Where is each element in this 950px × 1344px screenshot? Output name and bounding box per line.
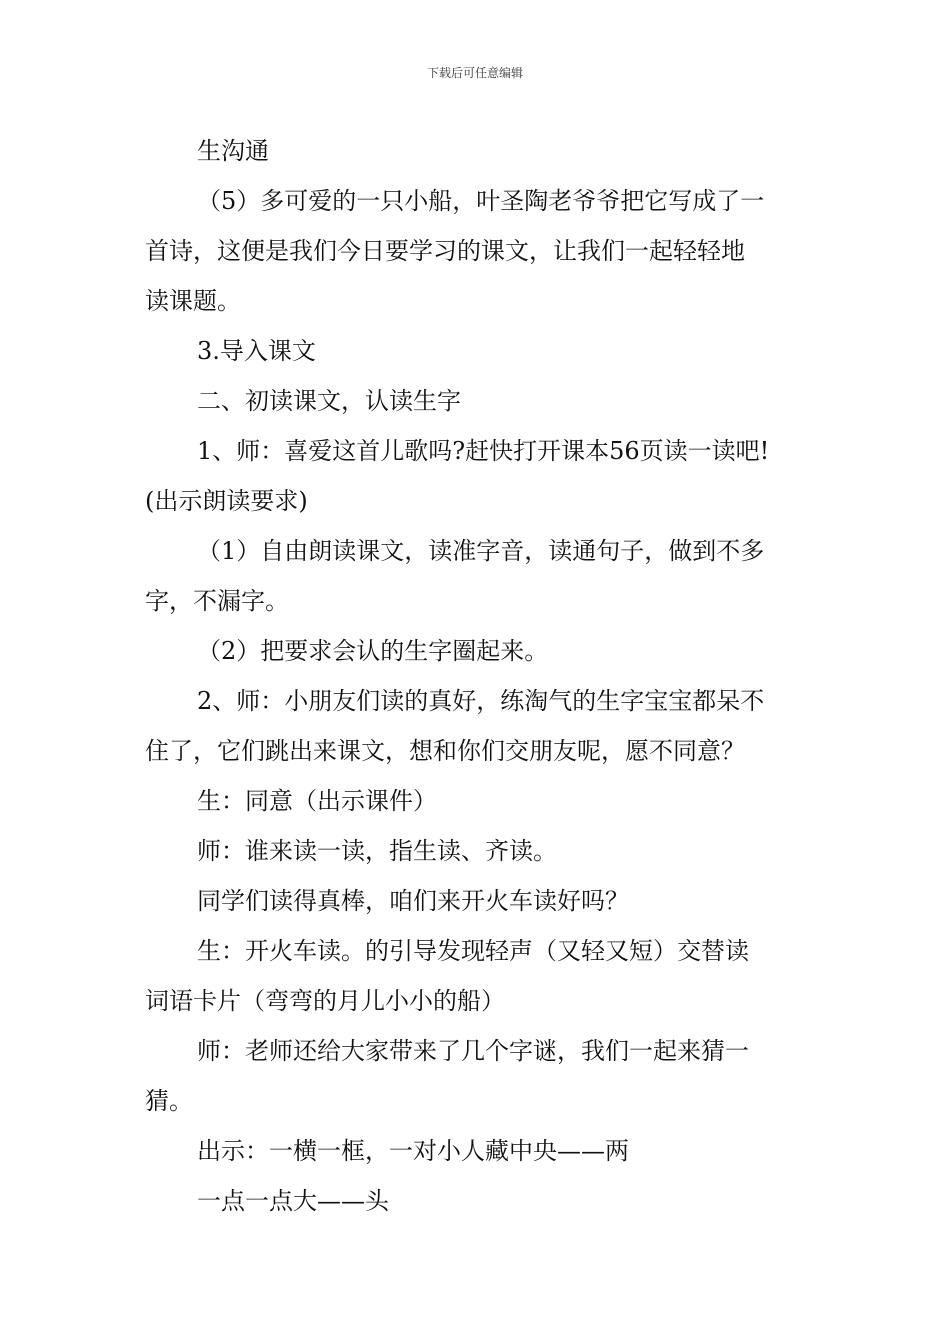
text-line: 同学们读得真棒，咱们来开火车读好吗？ — [197, 887, 629, 915]
text-line: 词语卡片（弯弯的月儿小小的船） — [145, 987, 505, 1015]
text-line: 生沟通 — [197, 137, 269, 165]
text-line: 首诗，这便是我们今日要学习的课文，让我们一起轻轻地 — [145, 237, 745, 265]
text-line: 读课题。 — [145, 287, 241, 315]
text-line: 生：同意（出示课件） — [197, 787, 437, 815]
page-header: 下载后可任意编辑 — [426, 66, 523, 80]
text-line: 一点一点大——头 — [197, 1187, 389, 1215]
text-line: (出示朗读要求) — [145, 487, 308, 515]
text-line: 猜。 — [145, 1087, 193, 1115]
text-line: 出示：一横一框，一对小人藏中央——两 — [197, 1137, 629, 1165]
text-line: （2）把要求会认的生字圈起来。 — [197, 637, 549, 665]
text-line: 二、初读课文，认读生字 — [197, 387, 461, 415]
text-line: 师：老师还给大家带来了几个字谜，我们一起来猜一 — [197, 1037, 749, 1065]
text-line: 3.导入课文 — [197, 337, 316, 365]
text-line: 1、师：喜爱这首儿歌吗?赶快打开课本56页读一读吧! — [197, 437, 770, 465]
text-line: 字，不漏字。 — [145, 587, 289, 615]
text-line: 生：开火车读。的引导发现轻声（又轻又短）交替读 — [197, 937, 749, 965]
text-line: 2、师：小朋友们读的真好，练淘气的生字宝宝都呆不 — [197, 687, 765, 715]
text-line: 师：谁来读一读，指生读、齐读。 — [197, 837, 557, 865]
document-body — [145, 126, 810, 1226]
text-line: 住了，它们跳出来课文，想和你们交朋友呢，愿不同意？ — [145, 737, 745, 765]
text-line: （1）自由朗读课文，读准字音，读通句子，做到不多 — [197, 537, 765, 565]
text-line: （5）多可爱的一只小船，叶圣陶老爷爷把它写成了一 — [197, 187, 765, 215]
